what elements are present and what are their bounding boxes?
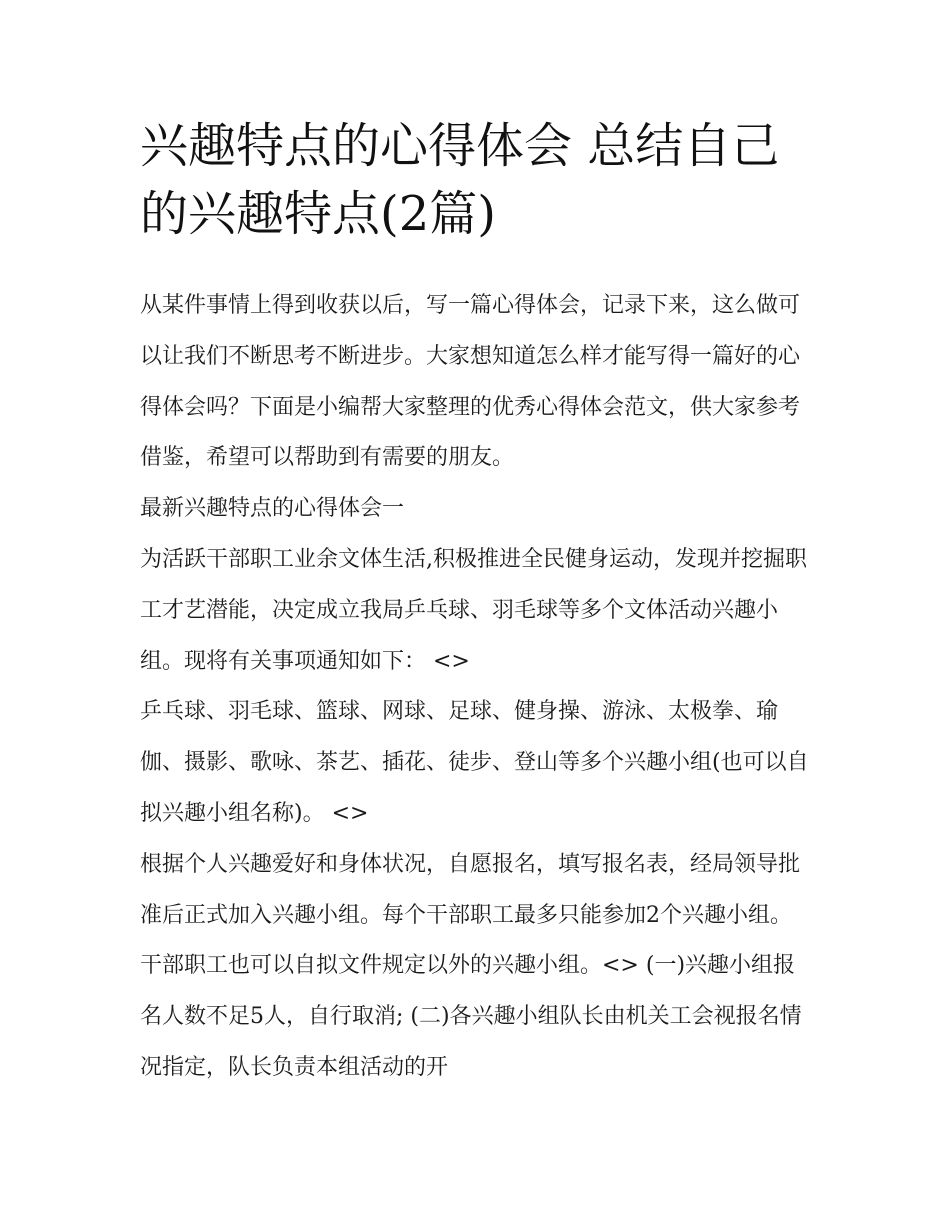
intro-paragraph: 从某件事情上得到收获以后，写一篇心得体会，记录下来，这么做可以让我们不断思考不断进步。大家想知道怎么样才能写得一篇好的心得体会吗？下面是小编帮大家整理的优秀心得体会范文，供大家参考借鉴，希望可以帮助到有需要的朋友。 xyxy=(140,293,801,471)
document-title: 兴趣特点的心得体会 总结自己的兴趣特点(2篇) xyxy=(140,118,780,242)
body-paragraph: 根据个人兴趣爱好和身体状况，自愿报名，填写报名表，经局领导批准后正式加入兴趣小组。每个干部职工最多只能参加2个兴趣小组。干部职工也可以自拟文件规定以外的兴趣小组。<> (一)兴趣小组报名人数不足5人，自行取消; (二)各兴趣小组队长由机关工会视报名情况指定，队长负责本组活动的开 xyxy=(140,851,802,1080)
body-paragraph: 为活跃干部职工业余文体生活,积极推进全民健身运动，发现并挖掘职工才艺潜能，决定成立我局乒乓球、羽毛球等多个文体活动兴趣小组。现将有关事项通知如下： <> xyxy=(140,546,807,674)
document-body xyxy=(140,281,812,1094)
section-heading: 最新兴趣特点的心得体会一 xyxy=(140,496,405,522)
body-paragraph: 乒乓球、羽毛球、篮球、网球、足球、健身操、游泳、太极拳、瑜伽、摄影、歌咏、茶艺、插花、徒步、登山等多个兴趣小组(也可以自拟兴趣小组名称)。 <> xyxy=(140,699,809,826)
